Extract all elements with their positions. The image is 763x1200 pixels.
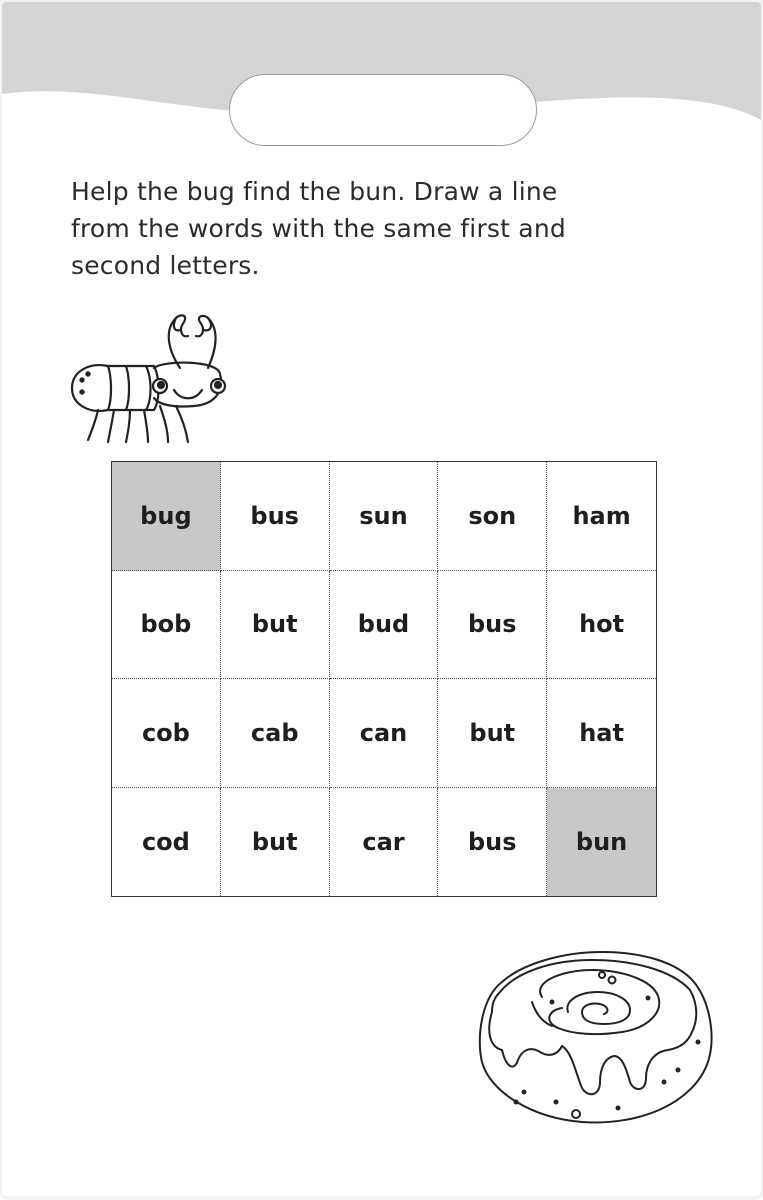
word-maze-grid (111, 461, 657, 897)
instructions-line-1: Help the bug find the bun. Draw a line (71, 177, 558, 206)
grid-cell[interactable]: can (330, 679, 439, 788)
instructions-text (71, 173, 671, 284)
grid-cell[interactable]: bus (221, 462, 330, 571)
grid-cell[interactable]: but (221, 571, 330, 680)
grid-cell[interactable]: but (438, 679, 547, 788)
grid-cell[interactable]: car (330, 788, 439, 897)
grid-cell[interactable]: cob (112, 679, 221, 788)
bug-icon (68, 308, 228, 448)
instructions-line-2: from the words with the same first and (71, 214, 566, 243)
worksheet-inner (2, 2, 761, 1196)
grid-cell[interactable]: bus (438, 788, 547, 897)
grid-cell[interactable]: but (221, 788, 330, 897)
grid-cell[interactable]: sun (330, 462, 439, 571)
grid-cell[interactable]: hat (547, 679, 656, 788)
grid-cell[interactable]: cab (221, 679, 330, 788)
instructions-line-3: second letters. (71, 251, 260, 280)
grid-cell[interactable]: bud (330, 571, 439, 680)
grid-cell[interactable]: hot (547, 571, 656, 680)
grid-cell[interactable]: bob (112, 571, 221, 680)
bun-icon (472, 942, 717, 1127)
grid-cell-end[interactable]: bun (547, 788, 656, 897)
grid-cell[interactable]: bus (438, 571, 547, 680)
grid-cell[interactable]: cod (112, 788, 221, 897)
grid-cell-start[interactable]: bug (112, 462, 221, 571)
grid-cell[interactable]: ham (547, 462, 656, 571)
hanger-slot (229, 74, 537, 146)
grid-cell[interactable]: son (438, 462, 547, 571)
